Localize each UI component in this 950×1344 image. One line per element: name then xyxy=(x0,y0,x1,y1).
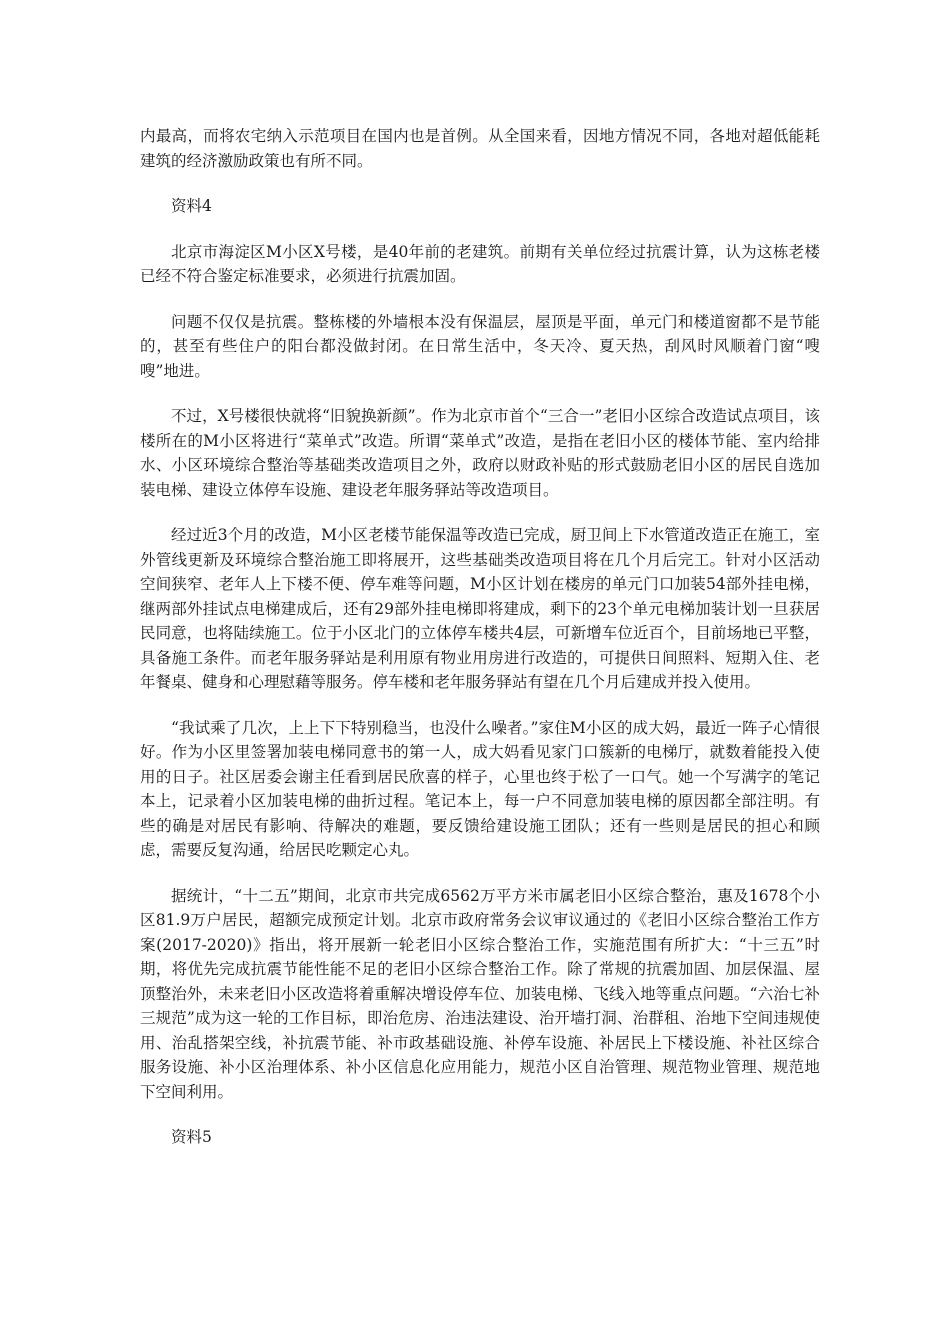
paragraph-statistics: 据统计，“十二五”期间，北京市共完成6562万平方米市属老旧小区综合整治，惠及1678个小区81.9万户居民，超额完成预定计划。北京市政府常务会议审议通过的《老旧小区综合整治工作方案(2017-2020)》指出，将开展新一轮老旧小区综合整治工作，实施范围有所扩大：“十三五”时期，将优先完成抗震节能性能不足的老旧小区综合整治工作。除了常规的抗震加固、加层保温、屋顶整治外，未来老旧小区改造将着重解决增设停车位、加装电梯、飞线入地等重点问题。“六治七补三规范”成为这一轮的工作目标，即治危房、治违法建设、治开墙打洞、治群租、治地下空间违规使用、治乱搭架空线，补抗震节能、补市政基础设施、补停车设施、补居民上下楼设施、补社区综合服务设施、补小区治理体系、补小区信息化应用能力，规范小区自治管理、规范物业管理、规范地下空间利用。 xyxy=(140,886,820,1101)
section-heading-material-5: 资料5 xyxy=(171,1128,212,1146)
paragraph-building-intro: 北京市海淀区M小区X号楼，是40年前的老建筑。前期有关单位经过抗震计算，认为这栋老楼已经不符合鉴定标准要求，必须进行抗震加固。 xyxy=(140,242,820,285)
paragraph-insulation-problem: 问题不仅仅是抗震。整栋楼的外墙根本没有保温层，屋顶是平面，单元门和楼道窗都不是节能的，甚至有些住户的阳台都没做封闭。在日常生活中，冬天冷、夏天热，刮风时风顺着门窗“嗖嗖”地进。 xyxy=(140,312,820,380)
paragraph-resident-story: “我试乘了几次，上上下下特别稳当，也没什么噪者。”家住M小区的成大妈，最近一阵子心情很好。作为小区里签署加装电梯同意书的第一人，成大妈看见家门口簇新的电梯厅，就数着能投入使用的日子。社区居委会谢主任看到居民欣喜的样子，心里也终于松了一口气。她一个写满字的笔记本上，记录着小区加装电梯的曲折过程。笔记本上，每一户不同意加装电梯的原因都全部注明。有些的确是对居民有影响、待解决的难题，要反馈给建设施工团队；还有一些则是居民的担心和顾虑，需要反复沟通，给居民吃颗定心丸。 xyxy=(140,718,820,859)
paragraph-continuation: 内最高，而将农宅纳入示范项目在国内也是首例。从全国来看，因地方情况不同，各地对超低能耗建筑的经济激励政策也有所不同。 xyxy=(140,127,820,170)
document-body xyxy=(140,124,820,1171)
section-heading-material-4: 资料4 xyxy=(171,197,212,215)
paragraph-menu-renovation: 不过，X号楼很快就将“旧貌换新颜”。作为北京市首个“三合一”老旧小区综合改造试点项目，该楼所在的M小区将进行“菜单式”改造。所谓“菜单式”改造，是指在老旧小区的楼体节能、室内给排水、小区环境综合整治等基础类改造项目之外，政府以财政补贴的形式鼓励老旧小区的居民自选加装电梯、建设立体停车设施、建设老年服务驿站等改造项目。 xyxy=(140,407,820,499)
paragraph-renovation-progress: 经过近3个月的改造，M小区老楼节能保温等改造已完成，厨卫间上下水管道改造正在施工，室外管线更新及环境综合整治施工即将展开，这些基础类改造项目将在几个月后完工。针对小区活动空间狭窄、老年人上下楼不便、停车难等问题，M小区计划在楼房的单元门口加装54部外挂电梯，继两部外挂试点电梯建成后，还有29部外挂电梯即将建成，剩下的23个单元电梯加装计划一旦获居民同意，也将陆续施工。位于小区北门的立体停车楼共4层，可新增车位近百个，目前场地已平整，具备施工条件。而老年服务驿站是利用原有物业用房进行改造的，可提供日间照料、短期入住、老年餐桌、健身和心理慰藉等服务。停车楼和老年服务驿站有望在几个月后建成并投入使用。 xyxy=(140,526,820,691)
